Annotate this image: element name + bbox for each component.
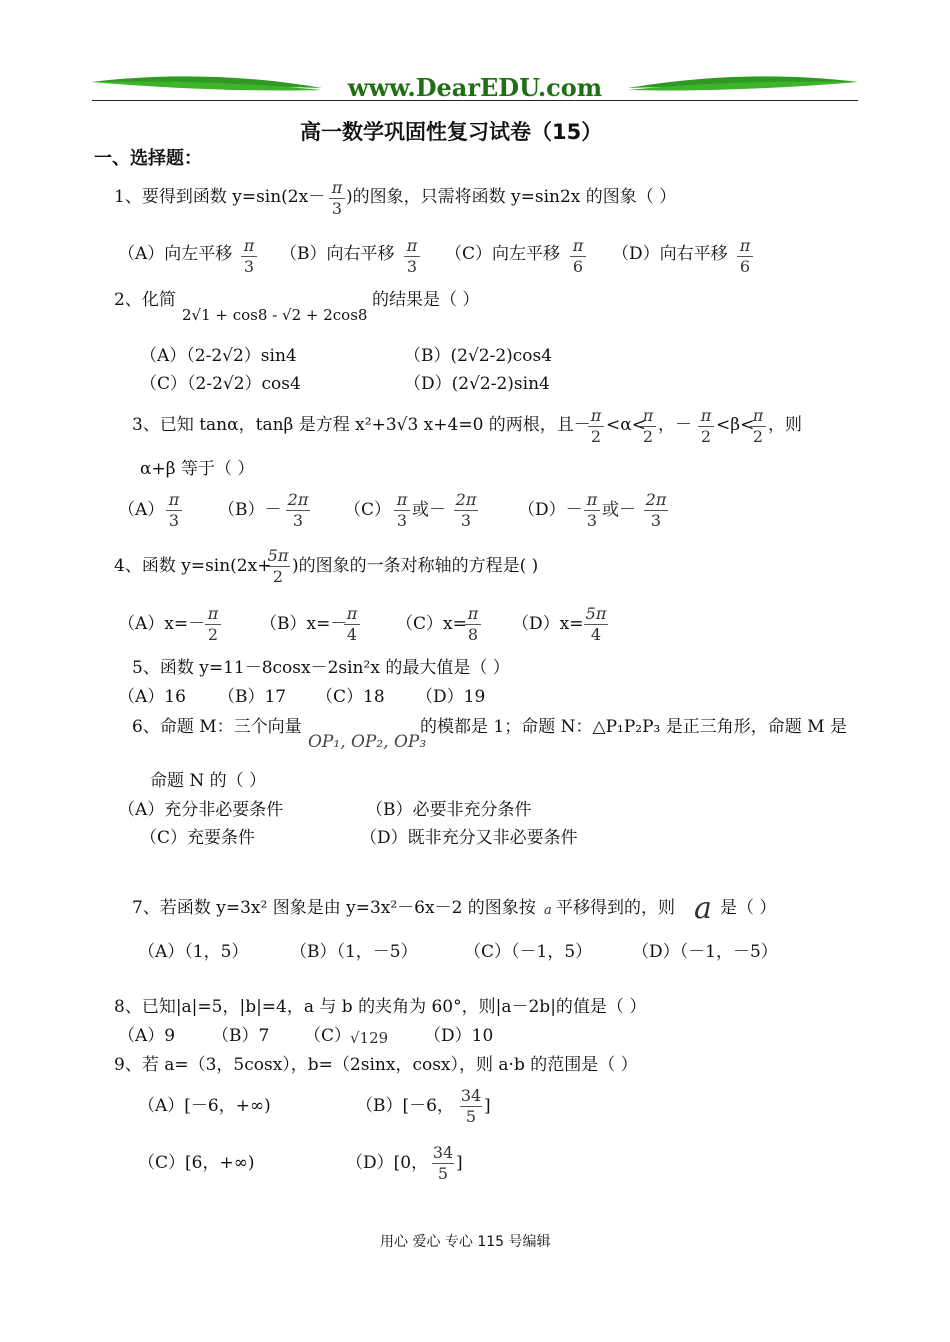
q9-option-d-end: ] — [456, 1153, 463, 1173]
q1-frac: π 3 — [329, 180, 345, 217]
q3-line-2: α+β 等于（ ） — [140, 459, 255, 479]
q7-stem-a: 7、若函数 y=3x² 图象是由 y=3x²－6x－2 的图象按 — [132, 898, 536, 918]
q5-option-b: （B）17 — [218, 687, 287, 707]
q7-option-a: （A）（1，5） — [138, 942, 249, 962]
q6-option-d: （D）既非充分又非必要条件 — [360, 828, 578, 848]
q4-option-c-frac: π 8 — [465, 606, 481, 643]
q3-option-c-or: 或－ — [412, 500, 446, 520]
q3-option-a: （A） — [118, 500, 165, 520]
q3-option-b-frac: 2π 3 — [287, 490, 309, 530]
q1-option-b: （B）向右平移 — [280, 244, 395, 264]
q6-option-c: （C）充要条件 — [140, 828, 256, 848]
q6-option-b: （B）必要非充分条件 — [366, 800, 532, 820]
q9-option-d-frac: 34 5 — [432, 1143, 454, 1183]
q7-option-b: （B）（1，－5） — [290, 942, 418, 962]
q7-option-c: （C）（－1，5） — [464, 942, 593, 962]
q9-stem: 9、若 a=（3，5cosx），b=（2sinx，cosx），则 a·b 的范围是（ ） — [114, 1055, 638, 1075]
page-footer: 用心 爱心 专心 115 号编辑 — [380, 1234, 551, 1250]
q6-stem-b: 的模都是 1；命题 N：△P₁P₂P₃ 是正三角形，命题 M 是 — [420, 717, 847, 737]
q8-option-c: （C） — [304, 1026, 352, 1046]
q3-option-d-frac-2: 2π 3 — [645, 490, 667, 530]
q4-option-d-frac: 5π 4 — [585, 604, 607, 644]
q3-stem-b: ，则 — [768, 415, 802, 435]
q9-option-a: （A）[－6，+∞) — [138, 1096, 271, 1116]
q3-option-a-frac: π 3 — [166, 492, 182, 529]
q8-option-c-value: √129 — [350, 1029, 389, 1047]
q2-expression: 2√1 + cos8 - √2 + 2cos8 — [182, 306, 368, 324]
q3-option-c-frac-1: π 3 — [394, 492, 410, 529]
page-title: 高一数学巩固性复习试卷（15） — [300, 120, 603, 144]
q2-option-b: （B）(2√2-2)cos4 — [404, 346, 553, 366]
q7-vector-small: a — [544, 903, 552, 918]
q8-stem: 8、已知|a|=5，|b|=4，a 与 b 的夹角为 60°，则|a－2b|的值是（ ） — [114, 997, 647, 1017]
q9-option-b: （B）[－6， — [356, 1096, 454, 1116]
site-logo-text: www.DearEDU.com — [347, 73, 603, 102]
q3-frac-4: π 2 — [750, 408, 766, 445]
q4-option-b-frac: π 4 — [344, 606, 360, 643]
q2-option-d: （D）(2√2-2)sin4 — [404, 374, 550, 394]
q2-stem-a: 2、化简 — [114, 290, 176, 310]
q1-option-b-frac: π 3 — [404, 238, 420, 275]
q1-stem-b: )的图象，只需将函数 y=sin2x 的图象（ ） — [346, 187, 677, 207]
q4-option-d: （D）x= — [512, 614, 584, 634]
q7-vector-big: a — [694, 891, 712, 926]
q6-option-a: （A）充分非必要条件 — [118, 800, 284, 820]
q4-frac: 5π 2 — [267, 546, 289, 586]
q6-stem-a: 6、命题 M：三个向量 — [132, 717, 302, 737]
q4-option-c: （C）x= — [396, 614, 467, 634]
q8-option-b: （B）7 — [212, 1026, 270, 1046]
q3-frac-1: π 2 — [588, 408, 604, 445]
q1-option-c: （C）向左平移 — [445, 244, 561, 264]
q7-stem-b: 是（ ） — [720, 898, 777, 918]
q9-option-c: （C）[6，+∞) — [138, 1153, 255, 1173]
q2-stem-b: 的结果是（ ） — [372, 290, 480, 310]
q3-option-d-or: 或－ — [602, 500, 636, 520]
q1-option-a-frac: π 3 — [241, 238, 257, 275]
q1-option-d: （D）向右平移 — [612, 244, 728, 264]
q2-option-a: （A）（2-2√2）sin4 — [140, 346, 297, 366]
q3-option-d-frac-1: π 3 — [584, 492, 600, 529]
q1-option-d-frac: π 6 — [737, 238, 753, 275]
q4-stem-b: )的图象的一条对称轴的方程是( ) — [292, 556, 539, 576]
q3-option-d: （D）－ — [518, 500, 583, 520]
q3-frac-3: π 2 — [698, 408, 714, 445]
q3-mid-3: <β< — [716, 415, 755, 435]
q5-option-c: （C）18 — [316, 687, 385, 707]
q2-option-c: （C）（2-2√2）cos4 — [140, 374, 301, 394]
q3-mid-2: ，－ — [658, 415, 692, 435]
q1-option-c-frac: π 6 — [570, 238, 586, 275]
q3-mid-1: <α< — [606, 415, 646, 435]
q3-frac-2: π 2 — [640, 408, 656, 445]
q4-stem-a: 4、函数 y=sin(2x+ — [114, 556, 272, 576]
q5-option-a: （A）16 — [118, 687, 186, 707]
site-logo-banner — [92, 70, 858, 104]
q9-option-b-end: ] — [484, 1096, 491, 1116]
q4-option-a: （A）x=－ — [118, 614, 206, 634]
header-divider — [92, 100, 858, 101]
q3-option-c-frac-2: 2π 3 — [455, 490, 477, 530]
q5-stem: 5、函数 y=11－8cosx－2sin²x 的最大值是（ ） — [132, 658, 510, 678]
q4-option-a-frac: π 2 — [205, 606, 221, 643]
q9-option-b-frac: 34 5 — [460, 1086, 482, 1126]
q7-stem-mid: 平移得到的，则 — [556, 898, 675, 918]
q5-option-d: （D）19 — [416, 687, 486, 707]
section-heading: 一、选择题： — [94, 148, 202, 169]
q3-option-b: （B）－ — [218, 500, 282, 520]
q6-vectors: OP₁, OP₂, OP₃ — [308, 732, 427, 752]
q9-option-d: （D）[0， — [346, 1153, 429, 1173]
q3-option-c: （C） — [344, 500, 392, 520]
q4-option-b: （B）x=－ — [260, 614, 348, 634]
q1-option-a: （A）向左平移 — [118, 244, 233, 264]
q8-option-d: （D）10 — [424, 1026, 494, 1046]
q3-stem-a: 3、已知 tanα，tanβ 是方程 x²+3√3 x+4=0 的两根，且－ — [132, 415, 591, 435]
q6-line-2: 命题 N 的（ ） — [150, 771, 267, 791]
q7-option-d: （D）（－1，－5） — [632, 942, 778, 962]
q1-stem-a: 1、要得到函数 y=sin(2x－ — [114, 187, 326, 207]
q8-option-a: （A）9 — [118, 1026, 176, 1046]
